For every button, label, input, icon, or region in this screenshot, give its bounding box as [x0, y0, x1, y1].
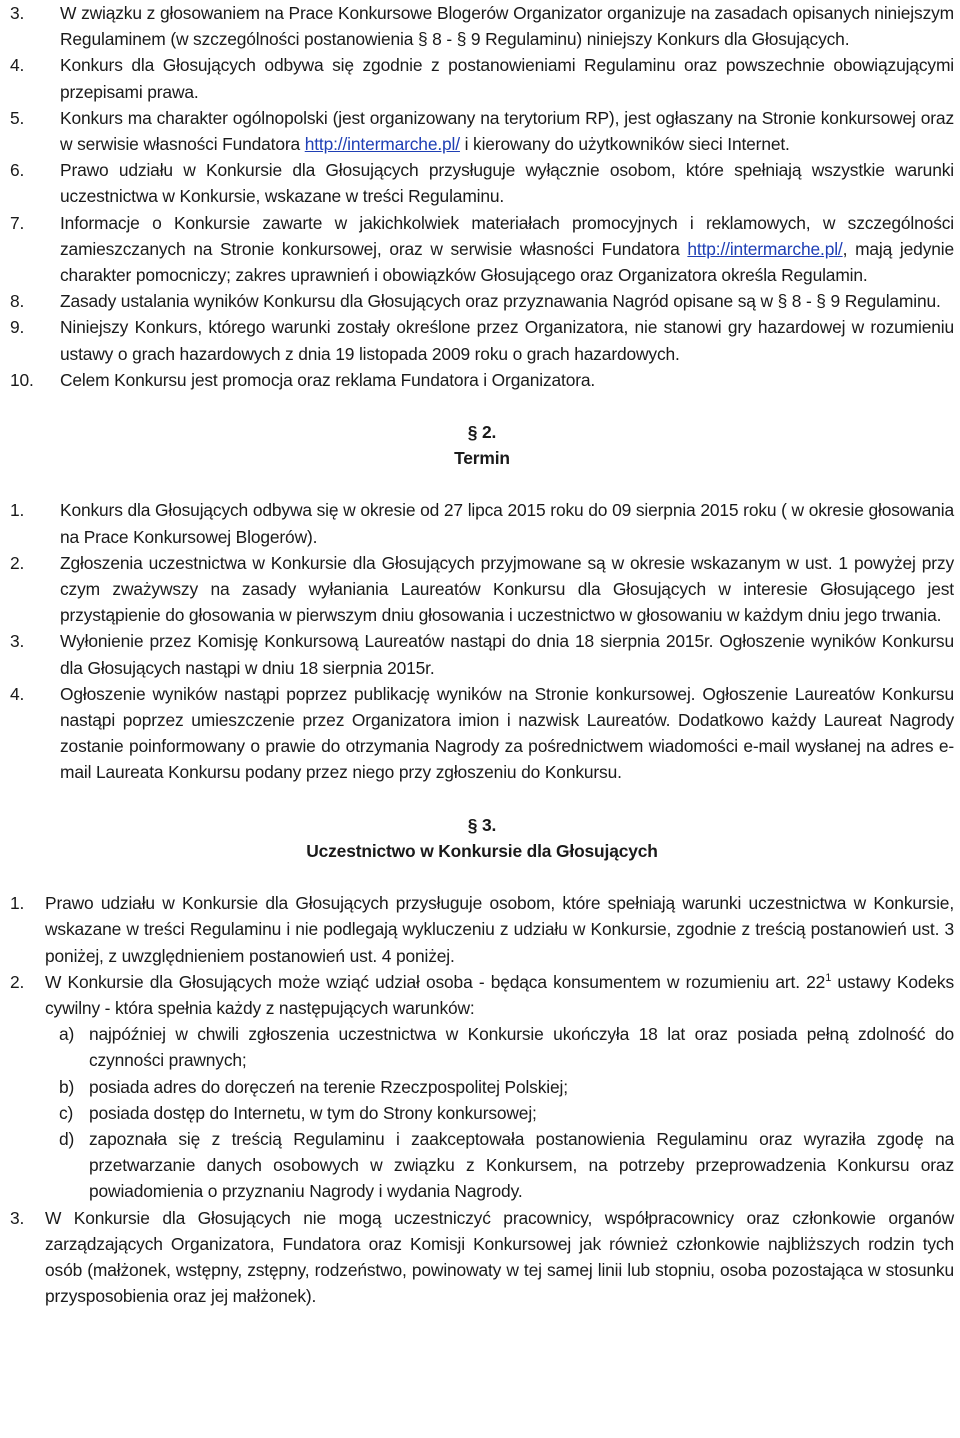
list-item — [10, 314, 954, 366]
list-item — [10, 105, 954, 157]
section-3-title: Uczestnictwo w Konkursie dla Głosujących — [306, 840, 658, 861]
sub-list-item — [45, 1074, 954, 1100]
list-item — [10, 367, 954, 393]
item-text-before: W Konkursie dla Głosujących może wziąć udział osoba - będąca konsumentem w rozumieniu art. 22 — [45, 971, 826, 992]
item-number: 4. — [10, 683, 25, 704]
intermarche-link[interactable]: http://intermarche.pl/ — [687, 238, 843, 259]
item-number: 8. — [10, 291, 25, 312]
item-number: 6. — [10, 160, 25, 181]
item-text-before: Konkurs ma charakter ogólnopolski (jest organizowany na terytorium RP), jest ogłaszany na Stronie konkursowej oraz w serwisie własności Fundatora — [60, 107, 954, 155]
item-text-after: i kierowany do użytkowników sieci Internet. — [459, 134, 790, 155]
item-text: Prawo udziału w Konkursie dla Głosujących przysługuje wyłącznie osobom, które spełniają wszystkie warunki uczestnictwa w Konkursie, wskazane w treści Regulaminu. — [60, 160, 954, 207]
item-text-after: ustawy Kodeks cywilny - która spełnia każdy z następujących warunków: — [45, 971, 954, 1018]
section-3-list — [10, 890, 954, 1309]
sub-item-letter: d) — [59, 1128, 75, 1149]
intermarche-link[interactable]: http://intermarche.pl/ — [304, 134, 460, 155]
item-text: Konkurs dla Głosujących odbywa się w okresie od 27 lipca 2015 roku do 09 sierpnia 2015 roku ( w okresie głosowania na Prace Konkursowej Blogerów). — [60, 500, 954, 547]
item-text — [60, 210, 954, 289]
list-item — [10, 1205, 954, 1310]
list-item — [10, 288, 954, 314]
list-item — [10, 550, 954, 629]
section-3-paragraph: § 3. — [467, 814, 497, 835]
list-item — [10, 52, 954, 104]
item-text: W Konkursie dla Głosujących nie mogą uczestniczyć pracownicy, współpracownicy oraz członkowie organów zarządzających Organizatora, Fundatora oraz Komisji Konkursowej jak również członkowie najbliższych rodzin tych osób (małżonek, wstępny, zstępny, rodzeństwo, powinowaty w tej samej linii lub stopniu, osoba pozostająca w stosunku przysposobienia oraz jej małżonek). — [45, 1207, 954, 1307]
item-text — [45, 969, 954, 1021]
intro-list — [10, 0, 954, 393]
sub-list-item — [45, 1126, 954, 1205]
list-item — [10, 681, 954, 786]
sub-item-text: zapoznała się z treścią Regulaminu i zaakceptowała postanowienia Regulaminu oraz wyraziła zgodę na przetwarzanie danych osobowych w związku z Konkursem, na potrzeby przeprowadzenia Konkursu oraz powiadomienia o przyznaniu Nagrody i wydania Nagrody. — [89, 1128, 954, 1202]
section-2-list — [10, 497, 954, 785]
item-number: 3. — [10, 631, 25, 652]
item-text: Celem Konkursu jest promocja oraz reklama Fundatora i Organizatora. — [60, 369, 596, 390]
list-item — [10, 210, 954, 289]
item-number: 1. — [10, 500, 25, 521]
item-number: 7. — [10, 212, 25, 233]
item-text: Niniejszy Konkurs, którego warunki zostały określone przez Organizatora, nie stanowi gry hazardowej w rozumieniu ustawy o grach hazardowych z dnia 19 listopada 2009 roku o grach hazardowych. — [60, 317, 954, 364]
item-number: 5. — [10, 107, 25, 128]
sub-item-letter: a) — [59, 1024, 75, 1045]
item-number: 3. — [10, 3, 25, 23]
sub-list-item — [45, 1100, 954, 1126]
item-text: Konkurs dla Głosujących odbywa się zgodnie z postanowieniami Regulaminu oraz powszechnie obowiązującymi przepisami prawa. — [60, 55, 954, 102]
item-text: Ogłoszenie wyników nastąpi poprzez publikację wyników na Stronie konkursowej. Ogłoszenie Laureatów Konkursu nastąpi poprzez umieszczenie przez Organizatora imion i nazwisk Laureatów. Dodatkowo każdy Laureat Nagrody zostanie poinformowany o prawie do otrzymania Nagrody za pośrednictwem wiadomości e-mail wysłanej na adres e-mail Laureata Konkursu podany przez niego przy zgłoszeniu do Konkursu. — [60, 683, 954, 783]
sub-item-letter: b) — [59, 1076, 75, 1097]
section-2-title: Termin — [454, 448, 510, 469]
item-text: Prawo udziału w Konkursie dla Głosujących przysługuje osobom, które spełniają warunki uczestnictwa w Konkursie, wskazane w treści Regulaminu i nie podlegają wykluczeniu z udziału w Konkursie, zgodnie z treścią postanowień ust. 3 poniżej, z uwzględnieniem postanowień ust. 4 poniżej. — [45, 893, 954, 966]
item-number: 3. — [10, 1207, 25, 1228]
item-text: W związku z głosowaniem na Prace Konkursowe Blogerów Organizator organizuje na zasadach opisanych niniejszym Regulaminem (w szczególności postanowienia § 8 - § 9 Regulaminu) niniejszy Konkurs dla Głosujących. — [60, 3, 954, 50]
item-text: Zasady ustalania wyników Konkursu dla Głosujących oraz przyznawania Nagród opisane są w § 8 - § 9 Regulaminu. — [60, 291, 941, 312]
superscript: 1 — [825, 971, 832, 984]
list-item — [10, 969, 954, 1021]
sub-item-text: najpóźniej w chwili zgłoszenia uczestnictwa w Konkursie ukończyła 18 lat oraz posiada pełną zdolność do czynności prawnych; — [89, 1024, 954, 1071]
item-number: 1. — [10, 893, 25, 914]
item-number: 9. — [10, 317, 25, 338]
section-2-paragraph: § 2. — [467, 422, 497, 443]
sub-item-text: posiada adres do doręczeń na terenie Rzeczpospolitej Polskiej; — [89, 1076, 568, 1097]
list-item — [10, 628, 954, 680]
item-number: 2. — [10, 971, 25, 992]
item-text: Zgłoszenia uczestnictwa w Konkursie dla Głosujących przyjmowane są w okresie wskazanym w ust. 1 powyżej przy czym zważywszy na zasady wyłaniania Laureatów Konkursu dla Głosujących w interesie Głosującego jest przystąpienie do głosowania w pierwszym dniu głosowania i uczestnictwo w głosowaniu w każdym dniu jego trwania. — [60, 552, 954, 626]
list-item — [10, 890, 954, 969]
item-text-after: , mają jedynie charakter pomocniczy; zakres uprawnień i obowiązków Głosującego oraz Organizatora określa Regulamin. — [60, 238, 954, 286]
item-number: 10. — [10, 369, 34, 390]
sub-item-letter: c) — [59, 1102, 74, 1123]
list-item — [10, 0, 954, 52]
item-text: Wyłonienie przez Komisję Konkursową Laureatów nastąpi do dnia 18 sierpnia 2015r. Ogłoszenie wyników Konkursu dla Głosujących nastąpi w dniu 18 sierpnia 2015r. — [60, 631, 954, 678]
item-number: 4. — [10, 55, 25, 76]
sub-item-text: posiada dostęp do Internetu, w tym do Strony konkursowej; — [89, 1102, 537, 1123]
sub-list-item — [45, 1021, 954, 1073]
item-number: 2. — [10, 552, 25, 573]
item-text — [60, 105, 954, 157]
item-text-before: Informacje o Konkursie zawarte w jakichkolwiek materiałach promocyjnych i reklamowych, w szczególności zamieszczanych na Stronie konkursowej, oraz w serwisie własności Fundatora — [60, 212, 954, 259]
list-item — [10, 497, 954, 549]
list-item — [10, 157, 954, 209]
